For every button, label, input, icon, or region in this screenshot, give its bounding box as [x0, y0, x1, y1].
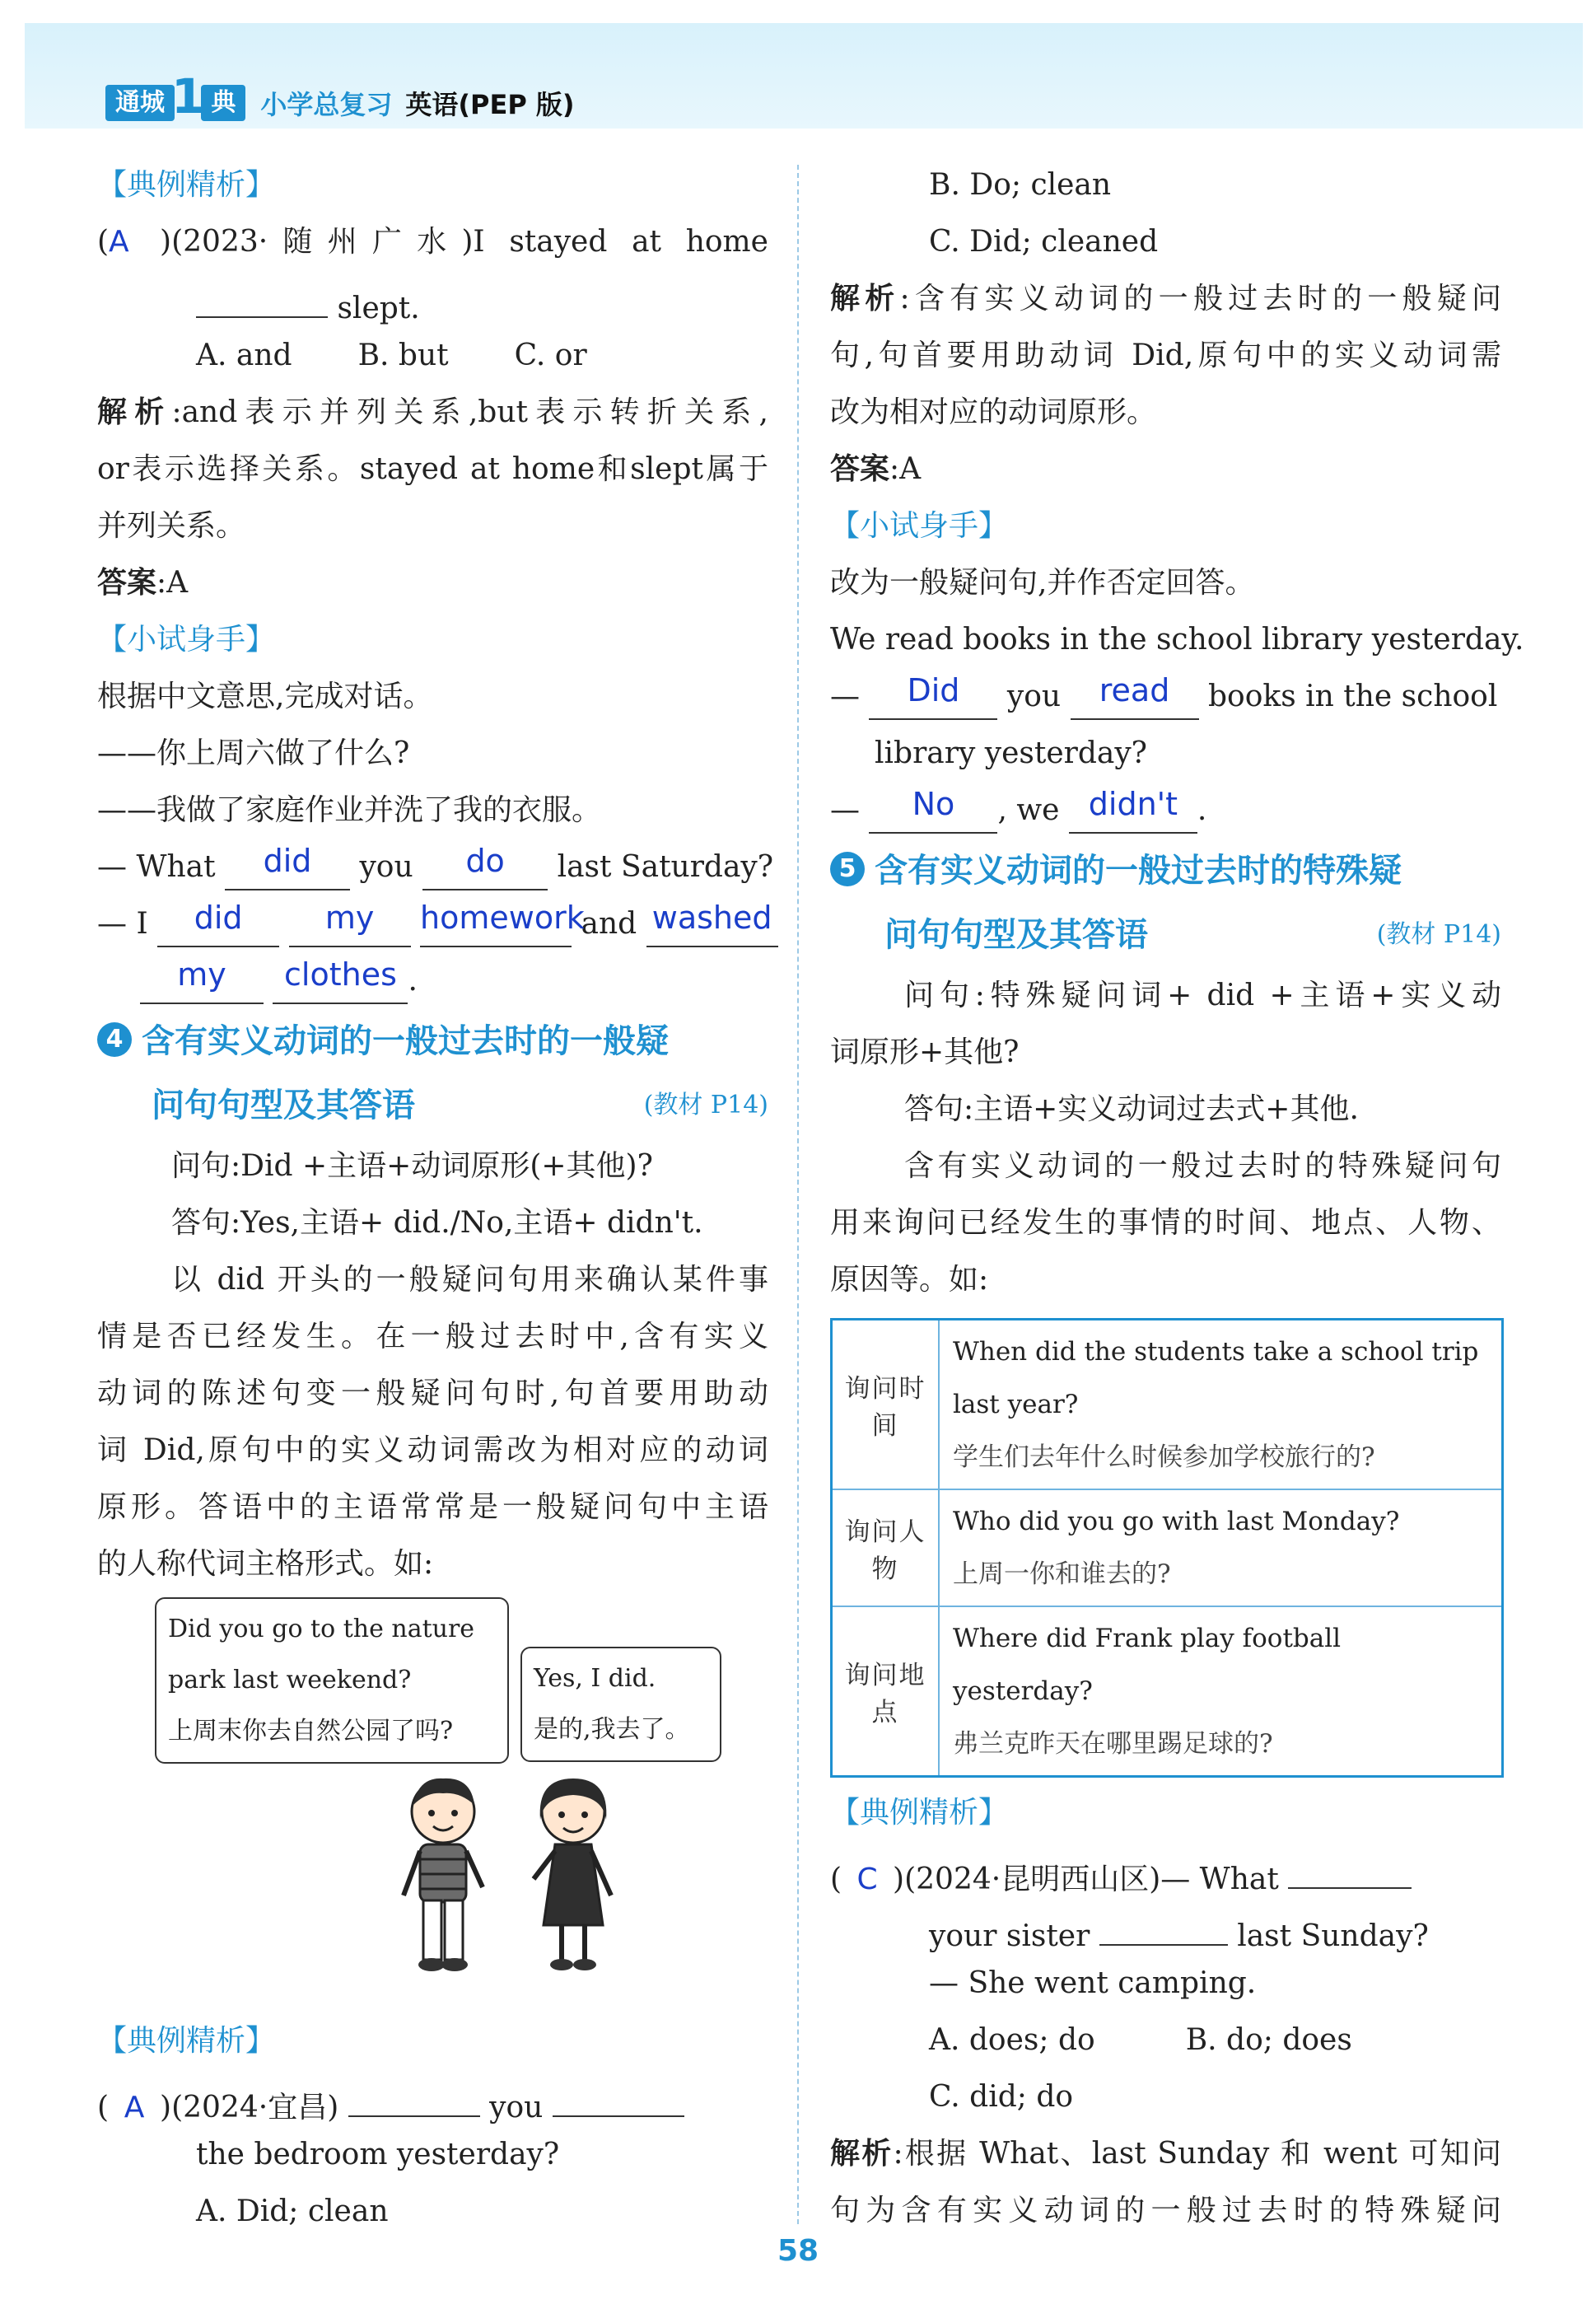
speech-bubble-question: Did you go to the nature park last weekend? 上周末你去自然公园了吗? — [155, 1597, 509, 1764]
dialogue-illustration — [97, 1592, 768, 2012]
example-tag: 【典例精析】 — [97, 168, 276, 202]
try1-line1: — What did you do last Saturday? — [97, 839, 768, 895]
answer-do: do — [465, 843, 505, 879]
table-row: 询问时间 When did the students take a school trip last year? 学生们去年什么时候参加学校旅行的? — [832, 1320, 1503, 1490]
answer-washed: washed — [651, 900, 772, 936]
section5-title: 5 含有实义动词的一般过去时的特殊疑 — [830, 839, 1501, 903]
try-tag: 【小试身手】 — [97, 623, 276, 657]
example1-analysis: 解析:and表示并列关系,but表示转折关系, — [97, 395, 768, 429]
example-tag: 【典例精析】 — [97, 2024, 276, 2058]
answer-my: my — [177, 956, 226, 993]
example1-question: (A )(2023·随州广水)I stayed at home — [97, 213, 768, 270]
header-title: 小学总复习 — [260, 89, 393, 120]
page-number: 58 — [777, 2234, 819, 2268]
answer-did: Did — [907, 672, 960, 708]
try-tag: 【小试身手】 — [830, 509, 1009, 543]
answer-clothes: clothes — [284, 956, 397, 993]
left-column: 【典例精析】 (A )(2023·随州广水)I stayed at home slept. A. and B. but C. or 解析:and表示并列关系,but表示转折关系, or表示选择关系。stayed at home和slept属于 并列关系。 答案:A 【小试身手】 根据中文意思,完成对话。 ——你上周六做了什么? ——我做了家庭作业并洗了我的衣服。 — What did you do last Saturday? — I did my homework and washed my clothes . 4 含有实义动词的一般过去时的一般疑 问句句型及其答语 (教材 P14) 问句:Did +主语+动词原形(+其他)? 答句:Yes,主语+ did./No,主语+ didn't. 以 did 开头的一般疑问句用来确认某件事 情是否已经发生。在一般过去时中,含有实义 动词的陈述句变一般疑问句时,句首要用助动 词 Did,原句中的实义动词需改为相对应的动词 原形。答语中的主语常常是一般疑问句中主语 的人称代词主格形式。如: Did you go to the nature park last weekend? 上周末你去自然公园了吗? Yes, I did. 是的,我去了。 【典例精析】 ( A )(2024·宜昌) you the bedroom yesterday? A. Did; clean — [97, 157, 768, 2240]
example2-key: 答案:A — [830, 451, 922, 486]
example-tag: 【典例精析】 — [830, 1796, 1009, 1830]
example1-answer: A — [109, 225, 129, 259]
column-divider — [797, 165, 799, 2224]
answer-did: did — [194, 900, 243, 936]
example2-question: ( A )(2024·宜昌) you — [97, 2069, 768, 2126]
table-row: 询问人物 Who did you go with last Monday? 上周一你和谁去的? — [832, 1489, 1503, 1606]
section-number: 4 — [97, 1022, 132, 1057]
try2-line1: — Did you read books in the school — [830, 668, 1501, 725]
blank — [553, 2069, 684, 2117]
answer-homework: homework — [420, 900, 585, 936]
blank — [348, 2069, 480, 2117]
example3-question: ( C )(2024·昆明西山区)— What — [830, 1841, 1501, 1898]
brand-badge-left: 通城 — [105, 85, 175, 121]
blank — [1099, 1898, 1228, 1946]
brand-badge-one: 1 — [171, 68, 205, 124]
question-word-table — [830, 1318, 1504, 1778]
right-column: B. Do; clean C. Did; cleaned 解析:含有实义动词的一般过去时的一般疑问 句,句首要用助动词 Did,原句中的实义动词需 改为相对应的动词原形。 答案:A 【小试身手】 改为一般疑问句,并作否定回答。 We read books in the school library yesterday. — Did you read books in the school library yesterday? — No , we didn't . 5 含有实义动词的一般过去时的特殊疑 问句句型及其答语 (教材 P14) 问句:特殊疑问词+ did +主语+实义动 词原形+其他? 答句:主语+实义动词过去式+其他. 含有实义动词的一般过去时的特殊疑问句 用来询问已经发生的事情的时间、地点、人物、 原因等。如: 询问时间 When did the students take a school trip last year? 学生们去年什么时候参加学校旅行的? 询问人物 Who did you go with last Monday? 上周一你和谁去的? 询问地点 Where did Frank play football yesterday? 弗兰克昨天在哪里踢足球的? 【典例精析】 ( C )(2024·昆明西山区)— What your sister last Sunday? — She went camping. A. does; do B. do; does C. did; do 解析:根据 What、last Sunday 和 went 可知问 句为含有实义动词的一般过去时的特殊疑问 — [830, 168, 1524, 2227]
try2-line3: — No , we didn't . — [830, 782, 1501, 839]
answer-read: read — [1099, 672, 1170, 708]
boy-illustration — [394, 1772, 492, 1976]
example3-analysis: 解析:根据 What、last Sunday 和 went 可知问 — [830, 2136, 1501, 2171]
table-row: 询问地点 Where did Frank play football yesterday? 弗兰克昨天在哪里踢足球的? — [832, 1606, 1503, 1777]
header-subject: 英语(PEP 版) — [405, 89, 575, 120]
header — [105, 68, 575, 124]
blank — [196, 270, 328, 318]
example2-analysis: 解析:含有实义动词的一般过去时的一般疑问 — [830, 281, 1501, 316]
section4-title: 4 含有实义动词的一般过去时的一般疑 — [97, 1009, 768, 1073]
brand-badge-right: 典 — [201, 85, 245, 121]
textbook-ref: (教材 P14) — [1376, 920, 1501, 949]
example1-options: A. and B. but C. or — [196, 339, 587, 372]
girl-illustration — [524, 1772, 623, 1976]
answer-did: did — [263, 843, 312, 879]
textbook-ref: (教材 P14) — [643, 1091, 768, 1119]
answer-no: No — [912, 786, 955, 822]
speech-bubble-answer: Yes, I did. 是的,我去了。 — [520, 1647, 721, 1762]
answer-my: my — [324, 900, 375, 936]
example1-key: 答案:A — [97, 565, 189, 600]
blank — [1288, 1841, 1412, 1889]
section-number: 5 — [830, 852, 865, 886]
try1-line2: — I did my homework and washed — [97, 895, 768, 952]
example2-answer: A — [124, 2091, 145, 2124]
example3-answer: C — [856, 1863, 878, 1896]
answer-didnt: didn't — [1088, 786, 1178, 822]
